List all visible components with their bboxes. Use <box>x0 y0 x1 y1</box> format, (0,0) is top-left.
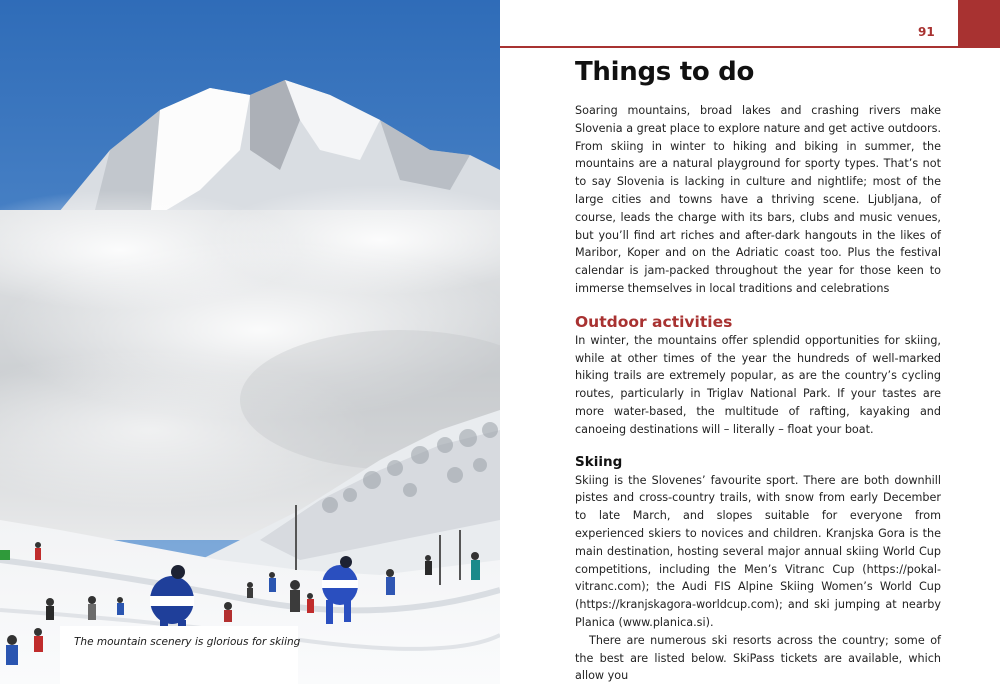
intro-paragraph: Soaring mountains, broad lakes and crashing rivers make Slovenia a great place to explore nature and get active outdoors. From skiing in winter to hiking and biking in summer, the mountains are a natural playground for sporty types. That’s not to say Slovenia is lacking in culture and nightlife; most of the large cities and towns have a thriving scene. Ljubljana, of course, leads the charge with its bars, clubs and music venues, but you’ll find art riches and after-dark hangouts in the likes of Maribor, Koper and on the Adriatic coast too. Plus the festival calendar is jam-packed throughout the year for those keen to immerse themselves in local traditions and celebrations <box>575 104 941 295</box>
page-number: 91 <box>918 25 935 39</box>
skiing-paragraph-2: There are numerous ski resorts across the country; some of the best are listed below. SkiPass tickets are available, which allow you <box>575 633 941 683</box>
skiing-heading: Skiing <box>575 453 623 470</box>
photo-caption: The mountain scenery is glorious for skiing <box>74 636 301 648</box>
page-title: Things to do <box>575 57 755 87</box>
header-rule <box>500 46 960 48</box>
outdoor-activities-heading: Outdoor activities <box>575 312 733 331</box>
text-page <box>500 0 1000 684</box>
photo-caption-box <box>60 626 301 684</box>
mountain-ski-photo <box>0 0 500 684</box>
corner-tab <box>958 0 1000 48</box>
outdoor-activities-paragraph: In winter, the mountains offer splendid opportunities for skiing, while at other times of the year the hundreds of well-marked hiking trails are extremely popular, as are the country’s cycling routes, particularly in Triglav National Park. If your tastes are more water-based, the multitude of rafting, kayaking and canoeing destinations will – literally – float your boat. <box>575 333 941 436</box>
page-content <box>575 52 941 685</box>
photo-page <box>0 0 500 684</box>
skiing-paragraph-1: Skiing is the Slovenes’ favourite sport. There are both downhill pistes and cross-country trails, with snow from early December to late March, and slopes suitable for everyone from experienced skiers to novices and children. Kranjska Gora is the main destination, hosting several major annual skiing World Cup competitions, including the Men’s Vitranc Cup (https://pokal-vitranc.com); the Audi FIS Alpine Skiing Women’s World Cup (https://kranjskagora-worldcup.com); and ski jumping at nearby Planica (www.planica.si). <box>575 473 941 629</box>
